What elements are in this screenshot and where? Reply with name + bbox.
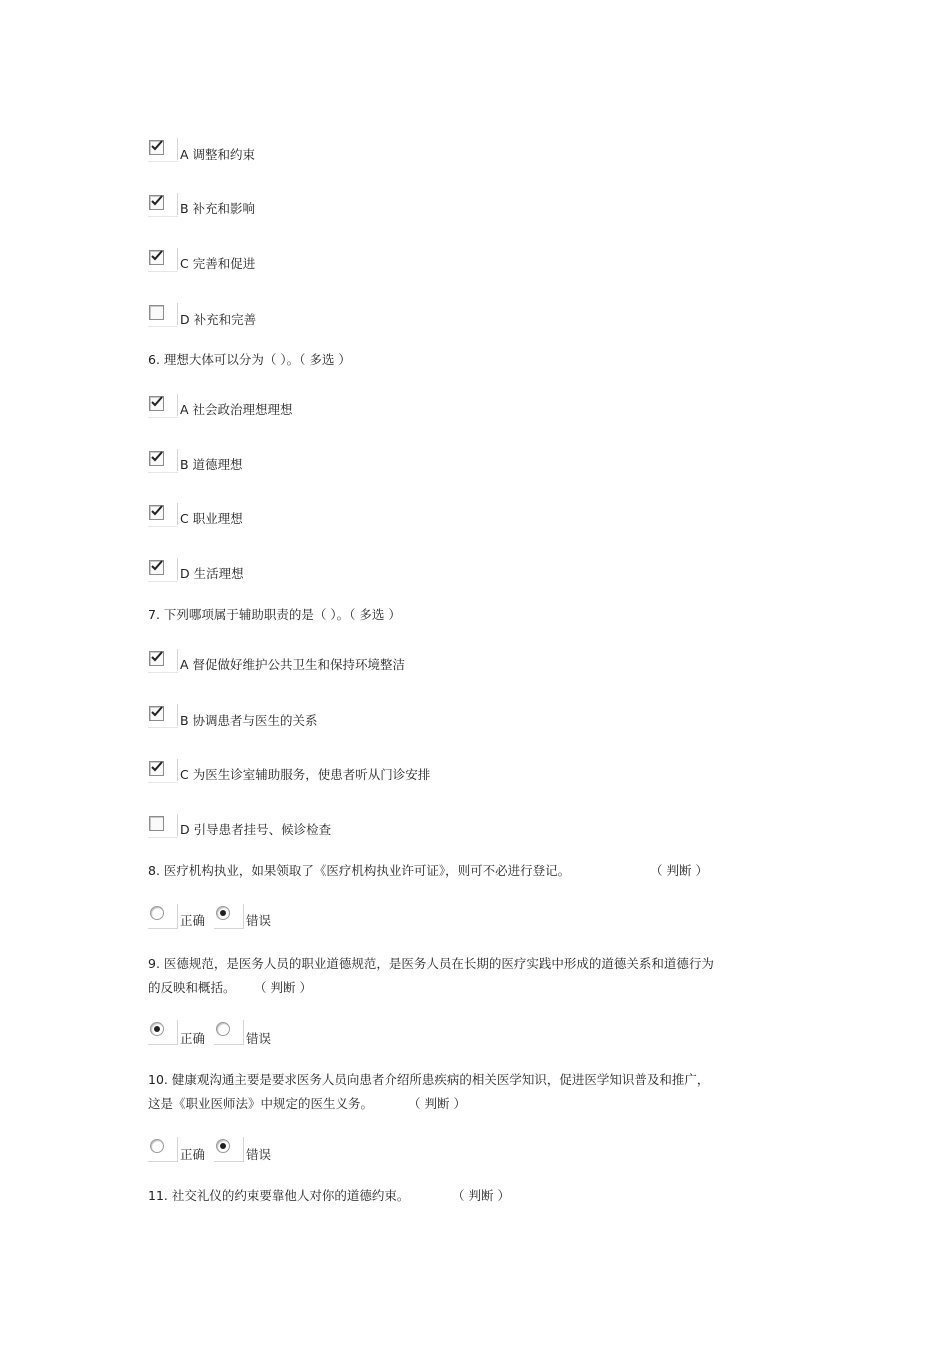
checkbox-q7-b[interactable] [148, 706, 178, 730]
checkbox-q5-c[interactable] [148, 250, 178, 274]
check-icon [149, 249, 165, 263]
option-label: D 引导患者挂号、候诊检查 [180, 822, 332, 837]
option-label: B 协调患者与医生的关系 [180, 713, 318, 728]
checkbox-q6-c[interactable] [148, 505, 178, 529]
question-10-line1: 10. 健康观沟通主要是要求医务人员向患者介绍所患疾病的相关医学知识，促进医学知识普及和推广， [148, 1072, 710, 1087]
question-9-line2: 的反映和概括。 [148, 980, 236, 995]
check-icon [149, 395, 165, 409]
radio-label-false: 错误 [246, 913, 272, 928]
checkbox-q6-a[interactable] [148, 396, 178, 420]
radio-q10-true[interactable] [148, 1139, 178, 1163]
check-icon [149, 504, 165, 518]
radio-selected-dot [154, 1026, 160, 1032]
option-label: A 督促做好维护公共卫生和保持环境整洁 [180, 657, 406, 672]
option-label: C 为医生诊室辅助服务，使患者听从门诊安排 [180, 767, 431, 782]
checkbox-q6-b[interactable] [148, 451, 178, 475]
option-label: C 完善和促进 [180, 256, 256, 271]
check-icon [149, 559, 165, 573]
radio-q8-true[interactable] [148, 906, 178, 930]
check-icon [149, 450, 165, 464]
question-7-text: 7. 下列哪项属于辅助职责的是（ ）。（ 多选 ） [148, 607, 401, 622]
question-11-tag: （ 判断 ） [452, 1188, 510, 1203]
question-8-text: 8. 医疗机构执业，如果领取了《医疗机构执业许可证》，则可不必进行登记。 [148, 863, 571, 878]
question-10-line2: 这是《职业医师法》中规定的医生义务。 [148, 1096, 374, 1111]
question-6-text: 6. 理想大体可以分为（ ）。（ 多选 ） [148, 352, 351, 367]
radio-label-true: 正确 [180, 913, 206, 928]
question-9-tag: （ 判断 ） [254, 980, 312, 995]
option-label: B 补充和影响 [180, 201, 256, 216]
checkbox-q7-a[interactable] [148, 651, 178, 675]
option-label: A 社会政治理想理想 [180, 402, 293, 417]
radio-q9-false[interactable] [214, 1022, 244, 1046]
radio-label-false: 错误 [246, 1031, 272, 1046]
radio-label-true: 正确 [180, 1147, 206, 1162]
option-label: B 道德理想 [180, 457, 243, 472]
option-label: C 职业理想 [180, 511, 243, 526]
checkbox-q5-a[interactable] [148, 140, 178, 164]
option-label: D 补充和完善 [180, 312, 257, 327]
checkbox-q5-b[interactable] [148, 195, 178, 219]
radio-q10-false[interactable] [214, 1139, 244, 1163]
checkbox-q5-d[interactable] [148, 305, 178, 329]
checkbox-q6-d[interactable] [148, 560, 178, 584]
radio-label-false: 错误 [246, 1147, 272, 1162]
question-10-tag: （ 判断 ） [408, 1096, 466, 1111]
radio-q8-false[interactable] [214, 906, 244, 930]
checkbox-q7-c[interactable] [148, 761, 178, 785]
question-8-tag: （ 判断 ） [650, 863, 708, 878]
question-9-line1: 9. 医德规范，是医务人员的职业道德规范，是医务人员在长期的医疗实践中形成的道德关系和道德行为 [148, 956, 714, 971]
check-icon [149, 139, 165, 153]
radio-selected-dot [220, 910, 226, 916]
option-label: D 生活理想 [180, 566, 244, 581]
check-icon [149, 650, 165, 664]
radio-q9-true[interactable] [148, 1022, 178, 1046]
question-11-text: 11. 社交礼仪的约束要靠他人对你的道德约束。 [148, 1188, 410, 1203]
check-icon [149, 194, 165, 208]
radio-label-true: 正确 [180, 1031, 206, 1046]
radio-selected-dot [220, 1143, 226, 1149]
checkbox-q7-d[interactable] [148, 816, 178, 840]
check-icon [149, 760, 165, 774]
option-label: A 调整和约束 [180, 147, 256, 162]
check-icon [149, 705, 165, 719]
